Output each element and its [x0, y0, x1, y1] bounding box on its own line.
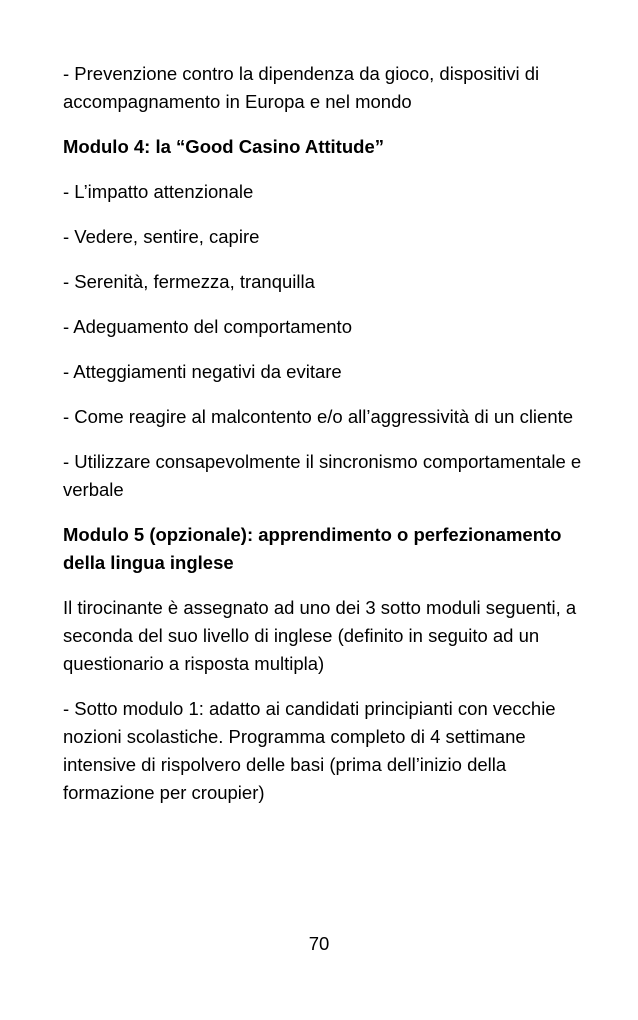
list-item-impatto: - L’impatto attenzionale — [63, 181, 254, 202]
list-item-adeguamento: - Adeguamento del comportamento — [63, 316, 352, 337]
heading-modulo-5: Modulo 5 (opzionale): apprendimento o perfezionamento della lingua inglese — [63, 524, 562, 573]
page-number: 70 — [308, 933, 330, 954]
list-item-serenita: - Serenità, fermezza, tranquilla — [63, 271, 315, 292]
paragraph-prevenzione: - Prevenzione contro la dipendenza da gioco, dispositivi di accompagnamento in Europa e nel mondo — [63, 63, 540, 112]
page-body — [63, 60, 583, 824]
list-item-sincronismo: - Utilizzare consapevolmente il sincronismo comportamentale e verbale — [63, 451, 582, 500]
heading-modulo-4: Modulo 4: la “Good Casino Attitude” — [63, 136, 384, 157]
list-item-atteggiamenti: - Atteggiamenti negativi da evitare — [63, 361, 342, 382]
list-item-reagire: - Come reagire al malcontento e/o all’aggressività di un cliente — [63, 406, 574, 427]
paragraph-sotto-modulo-1: - Sotto modulo 1: adatto ai candidati principianti con vecchie nozioni scolastiche. Programma completo di 4 settimane intensive di rispolvero delle basi (prima dell’inizio della formazione per croupier) — [63, 698, 556, 803]
list-item-vedere: - Vedere, sentire, capire — [63, 226, 260, 247]
paragraph-tirocinante: Il tirocinante è assegnato ad uno dei 3 sotto moduli seguenti, a seconda del suo livello di inglese (definito in seguito ad un questionario a risposta multipla) — [63, 597, 577, 674]
